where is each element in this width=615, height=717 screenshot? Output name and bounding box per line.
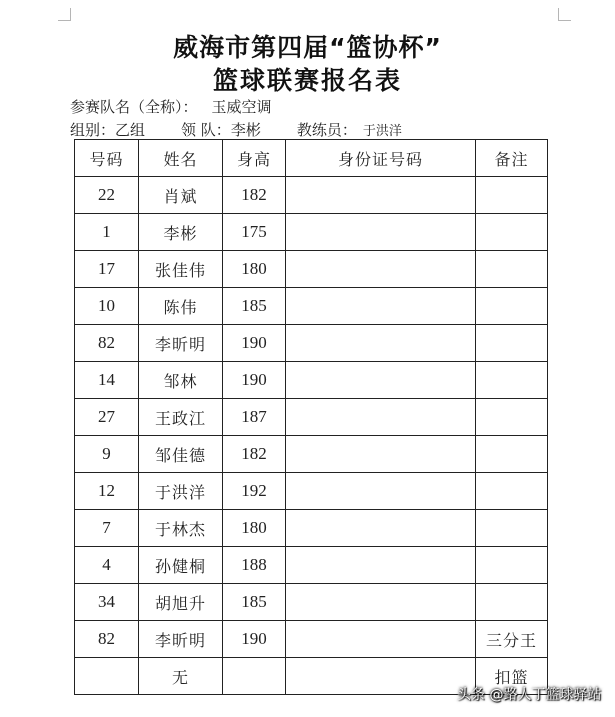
player-id-number (286, 584, 476, 621)
player-note: 三分王 (476, 621, 548, 658)
player-height: 182 (223, 177, 286, 214)
player-height: 180 (223, 510, 286, 547)
player-name: 李昕明 (139, 325, 223, 362)
roster-table (74, 139, 548, 695)
player-number: 82 (75, 325, 139, 362)
table-header-row (75, 140, 548, 177)
table-row (75, 547, 548, 584)
coach-label: 教练员： (296, 121, 357, 139)
player-note (476, 251, 548, 288)
table-row (75, 214, 548, 251)
player-height: 192 (223, 473, 286, 510)
player-name: 李彬 (139, 214, 223, 251)
player-id-number (286, 399, 476, 436)
player-note (476, 584, 548, 621)
player-number (75, 658, 139, 695)
player-note (476, 473, 548, 510)
player-id-number (286, 473, 476, 510)
table-row (75, 288, 548, 325)
table-row (75, 584, 548, 621)
header-id-number: 身份证号码 (286, 140, 476, 177)
player-name: 邹林 (139, 362, 223, 399)
player-note (476, 325, 548, 362)
player-height: 180 (223, 251, 286, 288)
player-id-number (286, 510, 476, 547)
header-height: 身高 (223, 140, 286, 177)
table-row (75, 251, 548, 288)
player-name: 无 (139, 658, 223, 695)
table-row (75, 177, 548, 214)
header-note: 备注 (476, 140, 548, 177)
player-note (476, 214, 548, 251)
leader-value: 李彬 (230, 121, 261, 139)
table-row (75, 621, 548, 658)
player-id-number (286, 362, 476, 399)
player-name: 张佳伟 (139, 251, 223, 288)
player-name: 陈伟 (139, 288, 223, 325)
player-name: 邹佳德 (139, 436, 223, 473)
player-id-number (286, 288, 476, 325)
group-label: 组别： (70, 121, 116, 139)
player-note (476, 547, 548, 584)
player-note (476, 288, 548, 325)
player-number: 4 (75, 547, 139, 584)
player-id-number (286, 214, 476, 251)
player-number: 1 (75, 214, 139, 251)
player-note (476, 362, 548, 399)
player-height: 182 (223, 436, 286, 473)
player-id-number (286, 177, 476, 214)
crop-mark-left (58, 8, 71, 21)
form-title: 威海市第四届“篮协杯” (173, 33, 442, 62)
player-height: 187 (223, 399, 286, 436)
player-number: 17 (75, 251, 139, 288)
player-name: 李昕明 (139, 621, 223, 658)
group-value: 乙组 (115, 121, 146, 139)
player-number: 82 (75, 621, 139, 658)
player-number: 7 (75, 510, 139, 547)
player-note (476, 177, 548, 214)
table-row (75, 473, 548, 510)
player-name: 于洪洋 (139, 473, 223, 510)
player-name: 胡旭升 (139, 584, 223, 621)
player-id-number (286, 436, 476, 473)
player-id-number (286, 325, 476, 362)
player-height: 188 (223, 547, 286, 584)
player-note (476, 399, 548, 436)
header-name: 姓名 (139, 140, 223, 177)
player-number: 14 (75, 362, 139, 399)
coach-value: 于洪洋 (362, 124, 402, 139)
crop-mark-right (558, 8, 571, 21)
player-number: 10 (75, 288, 139, 325)
table-row (75, 362, 548, 399)
player-height: 175 (223, 214, 286, 251)
player-id-number (286, 547, 476, 584)
player-name: 王政江 (139, 399, 223, 436)
player-height: 190 (223, 621, 286, 658)
player-height: 190 (223, 362, 286, 399)
player-note (476, 510, 548, 547)
team-info-line (70, 96, 272, 117)
player-height (223, 658, 286, 695)
table-row (75, 399, 548, 436)
team-label: 参赛队名（全称）： (70, 98, 198, 116)
watermark: 头条 @路人丁篮球驿站 (457, 687, 602, 703)
player-id-number (286, 621, 476, 658)
team-name: 玉威空调 (211, 98, 272, 116)
player-number: 34 (75, 584, 139, 621)
player-id-number (286, 251, 476, 288)
player-note: 扣篮 (476, 658, 548, 695)
staff-info-line (70, 119, 402, 140)
player-number: 12 (75, 473, 139, 510)
form-subtitle: 篮球联赛报名表 (212, 66, 402, 95)
player-height: 185 (223, 288, 286, 325)
player-number: 22 (75, 177, 139, 214)
player-name: 肖斌 (139, 177, 223, 214)
player-name: 于林杰 (139, 510, 223, 547)
player-number: 9 (75, 436, 139, 473)
player-note (476, 436, 548, 473)
header-number: 号码 (75, 140, 139, 177)
table-row (75, 436, 548, 473)
player-number: 27 (75, 399, 139, 436)
leader-label: 领 队： (181, 121, 231, 139)
table-row (75, 510, 548, 547)
player-name: 孙健桐 (139, 547, 223, 584)
player-height: 185 (223, 584, 286, 621)
table-row (75, 325, 548, 362)
player-id-number (286, 658, 476, 695)
player-height: 190 (223, 325, 286, 362)
